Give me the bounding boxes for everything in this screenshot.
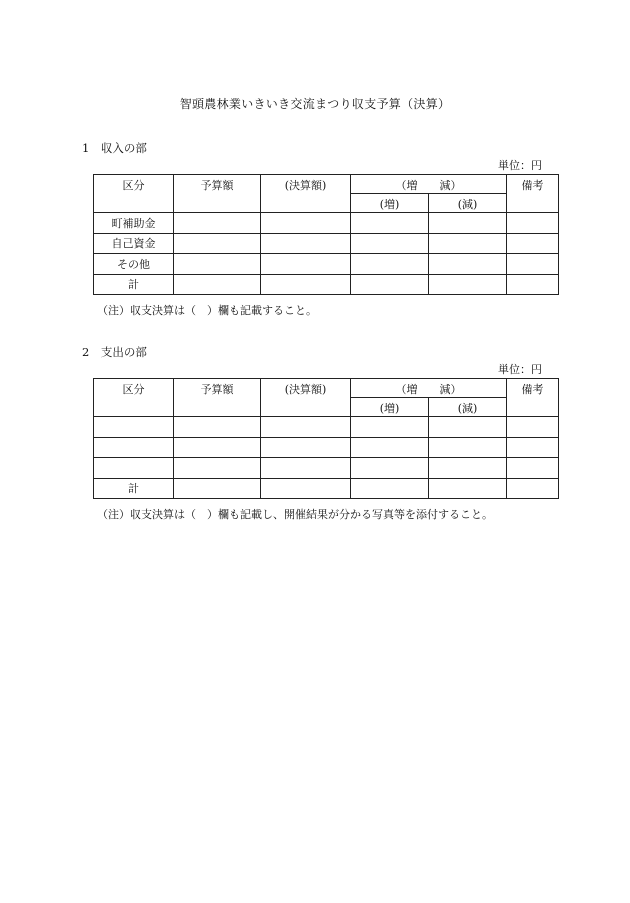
input-cell[interactable] [261,417,351,438]
income-header-category: 区分 [94,175,174,213]
expense-header-remarks: 備考 [507,379,559,417]
input-cell[interactable] [174,233,261,254]
table-row [94,437,559,458]
income-header-decrease: (減) [429,194,507,213]
input-cell[interactable] [429,213,507,234]
input-cell[interactable] [174,437,261,458]
expense-row-label[interactable] [94,458,174,479]
expense-row-label[interactable] [94,417,174,438]
input-cell[interactable] [507,254,559,275]
input-cell[interactable] [174,478,261,499]
document-title: 智頭農林業いきいき交流まつり収支予算（決算） [179,97,451,111]
input-cell[interactable] [351,213,429,234]
input-cell[interactable] [507,417,559,438]
input-cell[interactable] [261,458,351,479]
expense-header-settlement: (決算額) [261,379,351,417]
input-cell[interactable] [507,274,559,295]
input-cell[interactable] [429,437,507,458]
input-cell[interactable] [507,233,559,254]
input-cell[interactable] [507,478,559,499]
input-cell[interactable] [429,274,507,295]
input-cell[interactable] [174,417,261,438]
input-cell[interactable] [351,274,429,295]
income-header-change: （増 減） [351,175,507,194]
expense-header-increase: (増) [351,398,429,417]
input-cell[interactable] [429,458,507,479]
input-cell[interactable] [351,417,429,438]
input-cell[interactable] [261,478,351,499]
input-cell[interactable] [351,254,429,275]
input-cell[interactable] [351,458,429,479]
input-cell[interactable] [351,478,429,499]
expense-header-change: （増 減） [351,379,507,398]
table-row [94,233,559,254]
input-cell[interactable] [174,274,261,295]
input-cell[interactable] [429,417,507,438]
input-cell[interactable] [174,213,261,234]
income-header-budget: 予算額 [174,175,261,213]
income-row-label: 町補助金 [94,213,174,234]
expense-table [93,378,559,499]
income-table [93,174,559,295]
table-row [94,458,559,479]
income-section-heading: 1 収入の部 [82,141,147,155]
table-row [94,254,559,275]
input-cell[interactable] [351,437,429,458]
income-row-total-label: 計 [94,274,174,295]
expense-note: （注）収支決算は（ ）欄も記載し、開催結果が分かる写真等を添付すること。 [97,508,493,521]
income-header-increase: (増) [351,194,429,213]
input-cell[interactable] [351,233,429,254]
table-row [94,274,559,295]
table-row [94,478,559,499]
income-row-label: 自己資金 [94,233,174,254]
income-unit-label: 単位：円 [498,159,542,172]
expense-section-heading: 2 支出の部 [82,345,147,359]
input-cell[interactable] [261,437,351,458]
input-cell[interactable] [174,254,261,275]
input-cell[interactable] [429,233,507,254]
input-cell[interactable] [261,233,351,254]
input-cell[interactable] [507,213,559,234]
expense-unit-label: 単位：円 [498,363,542,376]
input-cell[interactable] [507,437,559,458]
input-cell[interactable] [174,458,261,479]
expense-header-budget: 予算額 [174,379,261,417]
income-header-remarks: 備考 [507,175,559,213]
expense-header-category: 区分 [94,379,174,417]
table-row [94,417,559,438]
income-row-label: その他 [94,254,174,275]
income-note: （注）収支決算は（ ）欄も記載すること。 [97,304,317,317]
expense-header-decrease: (減) [429,398,507,417]
input-cell[interactable] [261,213,351,234]
input-cell[interactable] [429,478,507,499]
expense-row-label[interactable] [94,437,174,458]
input-cell[interactable] [261,254,351,275]
input-cell[interactable] [261,274,351,295]
input-cell[interactable] [429,254,507,275]
table-row [94,213,559,234]
income-header-settlement: (決算額) [261,175,351,213]
input-cell[interactable] [507,458,559,479]
expense-row-total-label: 計 [94,478,174,499]
